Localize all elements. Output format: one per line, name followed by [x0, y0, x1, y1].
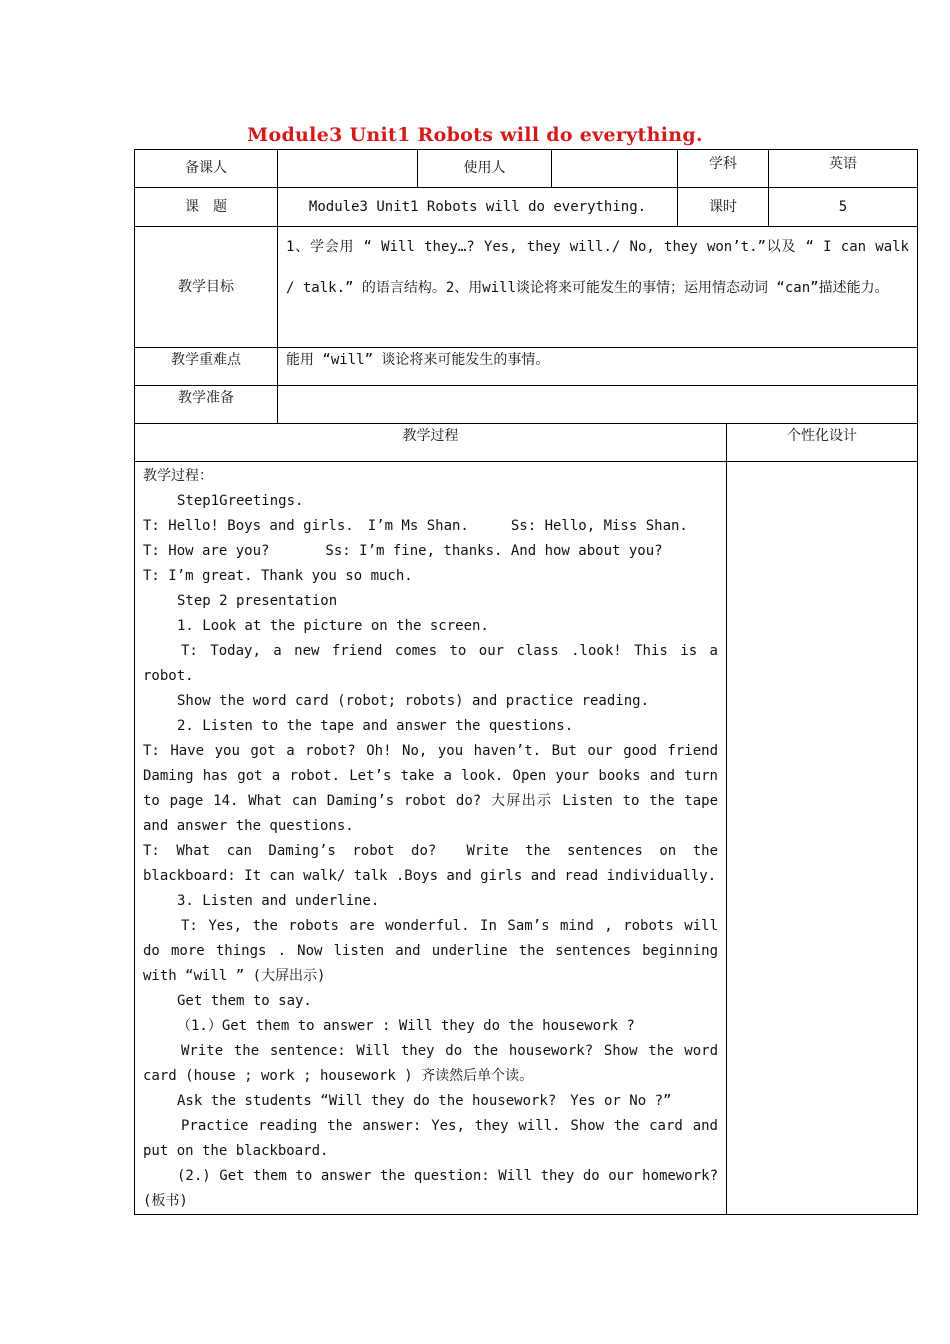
lesson-plan-table — [134, 149, 918, 1215]
period-label: 课时 — [678, 188, 769, 227]
design-header: 个性化设计 — [727, 424, 918, 462]
topic-label: 课 题 — [135, 188, 278, 227]
process-line: Practice reading the answer: Yes, they will. Show the card and put on the blackboard. — [143, 1118, 718, 1159]
process-line: Get them to say. — [177, 993, 312, 1009]
process-line: 教学过程： — [143, 468, 213, 484]
process-line: Step1Greetings. — [177, 493, 304, 509]
preparation-label: 教学准备 — [135, 386, 278, 424]
topic-value: Module3 Unit1 Robots will do everything. — [278, 188, 678, 227]
process-line: T: Hello! Boys and girls. I’m Ms Shan. Ss: Hello, Miss Shan. — [143, 518, 688, 534]
subject-label: 学科 — [678, 150, 769, 188]
process-line: Show the word card (robot; robots) and practice reading. — [177, 693, 650, 709]
process-line: T: What can Daming’s robot do? Write the sentences on the blackboard: It can walk/ talk .Boys and girls and read individually. — [143, 843, 718, 884]
subject-value: 英语 — [769, 150, 918, 188]
document-title: Module3 Unit1 Robots will do everything. — [247, 124, 703, 146]
process-line: T: How are you? Ss: I’m fine, thanks. And how about you? — [143, 543, 663, 559]
user-value — [552, 150, 678, 188]
goal-value: 1、学会用 “ Will they…? Yes, they will./ No, they won’t.”以及 “ I can walk / talk.” 的语言结构。2、用will谈论将来可能发生的事情；运用情态动词 “can”描述能力。 — [278, 227, 918, 348]
design-content — [727, 462, 918, 1215]
process-line: T: Today, a new friend comes to our class .look! This is a robot. — [143, 643, 718, 684]
process-line: T: I’m great. Thank you so much. — [143, 568, 413, 584]
preparation-value — [278, 386, 918, 424]
process-line: 3. Listen and underline. — [177, 893, 380, 909]
preparer-value — [278, 150, 418, 188]
process-content — [135, 462, 727, 1215]
period-value: 5 — [769, 188, 918, 227]
process-line: 1. Look at the picture on the screen. — [177, 618, 489, 634]
key-point-label: 教学重难点 — [135, 348, 278, 386]
process-header: 教学过程 — [135, 424, 727, 462]
process-line: Write the sentence: Will they do the housework? Show the word card (house ; work ; housework ) 齐读然后单个读。 — [143, 1043, 718, 1084]
process-line: 2. Listen to the tape and answer the questions. — [177, 718, 574, 734]
process-line: Ask the students “Will they do the housework? Yes or No ?” — [177, 1093, 672, 1109]
process-line: T: Have you got a robot? Oh! No, you haven’t. But our good friend Daming has got a robot. Let’s take a look. Open your books and turn to page 14. What can Daming’s robot do? 大屏出示 Listen to the tape and answer the questions. — [143, 743, 718, 834]
process-line: （1.）Get them to answer : Will they do the housework ? — [177, 1018, 635, 1034]
process-line: (2.) Get them to answer the question: Will they do our homework?(板书) — [143, 1168, 718, 1209]
key-point-value: 能用 “will” 谈论将来可能发生的事情。 — [278, 348, 918, 386]
user-label: 使用人 — [418, 150, 552, 188]
process-line: T: Yes, the robots are wonderful. In Sam’s mind , robots will do more things . Now listen and underline the sentences beginning with “will ” (大屏出示) — [143, 918, 718, 984]
preparer-label: 备课人 — [135, 150, 278, 188]
goal-label: 教学目标 — [135, 227, 278, 348]
process-line: Step 2 presentation — [177, 593, 338, 609]
